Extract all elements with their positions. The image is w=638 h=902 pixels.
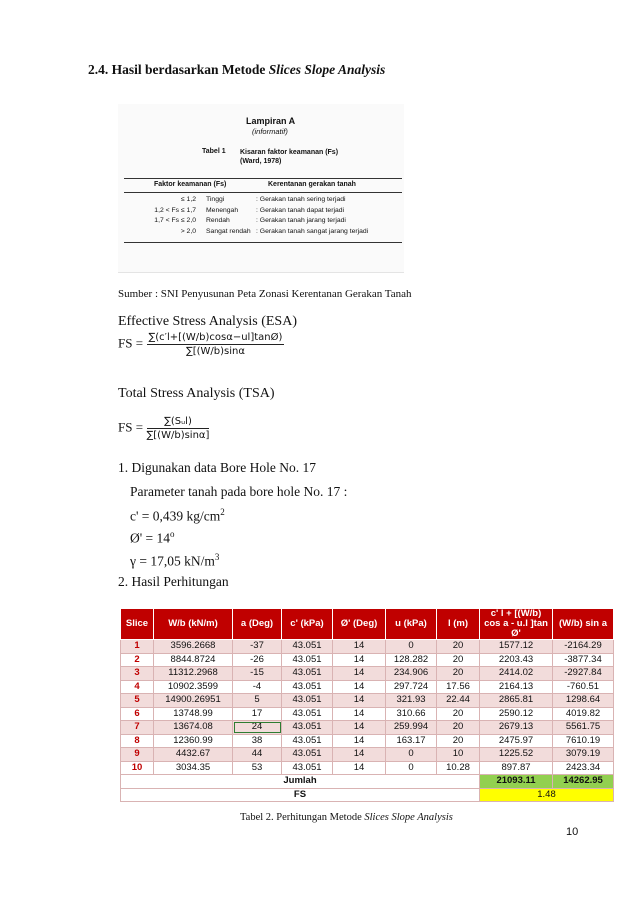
- calc-table-body: [121, 640, 614, 775]
- slice-number: 2: [121, 653, 154, 667]
- table-cell: -37: [233, 640, 282, 654]
- table-cell: 163.17: [386, 734, 437, 748]
- table-cell: 14900.26951: [154, 694, 233, 708]
- jumlah-label: Jumlah: [121, 775, 480, 789]
- table-cell: -15: [233, 667, 282, 681]
- jumlah-row: [121, 775, 614, 789]
- lampiran-caption-label: Tabel 1: [202, 148, 226, 155]
- lampiran-level: Tinggi: [206, 196, 225, 203]
- table-cell: 2164.13: [480, 680, 553, 694]
- table-cell: -3877.34: [553, 653, 614, 667]
- slice-number: 8: [121, 734, 154, 748]
- tsa-numerator: ∑(Sᵤl): [147, 416, 210, 429]
- table-row: [121, 694, 614, 708]
- table-row: [121, 707, 614, 721]
- table-cell: 8844.8724: [154, 653, 233, 667]
- table-cell: 43.051: [282, 680, 333, 694]
- table-cell: 1298.64: [553, 694, 614, 708]
- jumlah-sum-numerator: 21093.11: [480, 775, 553, 789]
- table-cell: 20: [437, 640, 480, 654]
- table-cell: 4019.82: [553, 707, 614, 721]
- table-cell: 2414.02: [480, 667, 553, 681]
- table-cell: 43.051: [282, 640, 333, 654]
- lampiran-level: Sangat rendah: [206, 227, 251, 235]
- param-phi-sup: o: [170, 529, 175, 539]
- table-cell: 14: [333, 667, 386, 681]
- table-row: [121, 721, 614, 735]
- esa-fraction: [147, 332, 285, 357]
- tsa-title: Total Stress Analysis (TSA): [118, 386, 275, 401]
- calc-header-row: [121, 609, 614, 640]
- slice-number: 1: [121, 640, 154, 654]
- table-cell: 20: [437, 721, 480, 735]
- fs-row: [121, 788, 614, 802]
- lampiran-title: Lampiran A: [246, 116, 296, 126]
- table-caption: [240, 812, 453, 823]
- tsa-fs-label: FS =: [118, 419, 144, 435]
- lampiran-desc: : Gerakan tanah dapat terjadi: [256, 206, 345, 214]
- table-cell: 44: [233, 748, 282, 762]
- table-cell: 10: [437, 748, 480, 762]
- list-item-2: 2. Hasil Perhitungan: [118, 574, 229, 589]
- lampiran-figure: [118, 104, 404, 273]
- table-cell: -4: [233, 680, 282, 694]
- jumlah-sum-denominator: 14262.95: [553, 775, 614, 789]
- table-cell: 0: [386, 640, 437, 654]
- esa-fs-label: FS =: [118, 335, 144, 351]
- table-cell: 20: [437, 653, 480, 667]
- table-cell: 20: [437, 667, 480, 681]
- table-cell: 2203.43: [480, 653, 553, 667]
- table-cell: 14: [333, 707, 386, 721]
- tsa-formula: [118, 416, 275, 441]
- table-cell: 297.724: [386, 680, 437, 694]
- table-cell: 17.56: [437, 680, 480, 694]
- section-heading: [88, 62, 385, 78]
- table-cell: 5561.75: [553, 721, 614, 735]
- table-cell: 10902.3599: [154, 680, 233, 694]
- table-cell: 310.66: [386, 707, 437, 721]
- table-cell: 20: [437, 734, 480, 748]
- table-cell: 14: [333, 721, 386, 735]
- table-cell: 7610.19: [553, 734, 614, 748]
- table-cell: 43.051: [282, 748, 333, 762]
- lampiran-fs: ≤ 1,2: [180, 196, 196, 203]
- slice-number: 6: [121, 707, 154, 721]
- table-cell: 14: [333, 640, 386, 654]
- table-cell: 14: [333, 680, 386, 694]
- lampiran-fs: > 2,0: [180, 227, 196, 235]
- table-cell: 14: [333, 653, 386, 667]
- lampiran-caption-line2: (Ward, 1978): [240, 158, 282, 165]
- param-gamma-text: γ = 17,05 kN/m: [130, 553, 215, 569]
- heading-italic: Slices Slope Analysis: [268, 62, 386, 77]
- table-cell: 22.44: [437, 694, 480, 708]
- table-cell: 20: [437, 707, 480, 721]
- lampiran-fs: 1,2 < Fs ≤ 1,7: [154, 206, 196, 214]
- col-u: u (kPa): [386, 609, 437, 640]
- tsa-denominator: ∑[(W/b)sinα]: [146, 430, 210, 441]
- table-cell: 2679.13: [480, 721, 553, 735]
- param-gamma-sup: 3: [214, 552, 220, 562]
- lampiran-subtitle: (informatif): [252, 127, 288, 136]
- table-row: [121, 734, 614, 748]
- table-cell: 43.051: [282, 761, 333, 775]
- table-cell: 43.051: [282, 707, 333, 721]
- slice-number: 5: [121, 694, 154, 708]
- table-cell: 43.051: [282, 734, 333, 748]
- table-cell: 43.051: [282, 694, 333, 708]
- slice-number: 9: [121, 748, 154, 762]
- param-c-text: c' = 0,439 kg/cm: [130, 508, 221, 524]
- lampiran-row: [124, 217, 402, 228]
- slice-number: 3: [121, 667, 154, 681]
- param-c-sup: 2: [220, 507, 225, 517]
- lampiran-col-fs: Faktor keamanan (Fs): [154, 181, 227, 188]
- table-cell: 11312.2968: [154, 667, 233, 681]
- lampiran-fs: 1,7 < Fs ≤ 2,0: [154, 217, 196, 224]
- lampiran-row: [124, 228, 402, 239]
- table-row: [121, 761, 614, 775]
- table-cell: 13674.08: [154, 721, 233, 735]
- table-cell: -760.51: [553, 680, 614, 694]
- col-numerator: c' l + [(W/b) cos a - u.l ]tan Ø': [480, 609, 553, 640]
- table-cell: 13748.99: [154, 707, 233, 721]
- table-row: [121, 667, 614, 681]
- params-title: Parameter tanah pada bore hole No. 17 :: [130, 484, 348, 499]
- table-cell: 5: [233, 694, 282, 708]
- lampiran-level: Rendah: [206, 217, 230, 224]
- calc-table: [120, 608, 614, 802]
- lampiran-desc: : Gerakan tanah sangat jarang terjadi: [256, 227, 369, 235]
- col-slice: Slice: [121, 609, 154, 640]
- table-cell: 12360.99: [154, 734, 233, 748]
- table-cell: -2927.84: [553, 667, 614, 681]
- table-cell: 1225.52: [480, 748, 553, 762]
- table-cell: 17: [233, 707, 282, 721]
- table-cell: 3034.35: [154, 761, 233, 775]
- lampiran-caption: [240, 148, 338, 166]
- lampiran-table-header: [124, 178, 402, 193]
- esa-numerator: ∑(c′l+[(W/b)cosα−ul]tanØ): [148, 332, 283, 343]
- list-item-1: 1. Digunakan data Bore Hole No. 17: [118, 460, 316, 475]
- col-phi: Ø' (Deg): [333, 609, 386, 640]
- lampiran-level: Menengah: [206, 206, 239, 214]
- col-l: l (m): [437, 609, 480, 640]
- table-cell: 321.93: [386, 694, 437, 708]
- table-cell: 128.282: [386, 653, 437, 667]
- table-cell: 43.051: [282, 653, 333, 667]
- source-note: Sumber : SNI Penyusunan Peta Zonasi Kerentanan Gerakan Tanah: [118, 288, 412, 300]
- table-row: [121, 640, 614, 654]
- fs-row-label: FS: [121, 788, 480, 802]
- lampiran-row: [124, 196, 402, 207]
- page-number: 10: [566, 826, 579, 838]
- table-cell: -2164.29: [553, 640, 614, 654]
- table-cell: 2865.81: [480, 694, 553, 708]
- lampiran-caption-line1: Kisaran faktor keamanan (Fs): [240, 149, 339, 156]
- table-cell: 2475.97: [480, 734, 553, 748]
- table-cell: 43.051: [282, 667, 333, 681]
- tsa-block: [118, 386, 275, 441]
- col-denominator: (W/b) sin a: [553, 609, 614, 640]
- col-a: a (Deg): [233, 609, 282, 640]
- esa-title: Effective Stress Analysis (ESA): [118, 314, 297, 329]
- param-phi: [130, 529, 175, 547]
- table-cell: 0: [386, 761, 437, 775]
- table-cell: 3596.2668: [154, 640, 233, 654]
- esa-formula: [118, 332, 297, 357]
- table-cell: 53: [233, 761, 282, 775]
- table-cell: 0: [386, 748, 437, 762]
- col-c: c' (kPa): [282, 609, 333, 640]
- table-cell: 14: [333, 761, 386, 775]
- table-cell: 897.87: [480, 761, 553, 775]
- esa-denominator: ∑[(W/b)sinα: [185, 346, 245, 357]
- tsa-fraction: [147, 416, 210, 441]
- table-cell: 2590.12: [480, 707, 553, 721]
- table-row: [121, 748, 614, 762]
- table-cell: 14: [333, 748, 386, 762]
- table-cell: 259.994: [386, 721, 437, 735]
- table-cell: 4432.67: [154, 748, 233, 762]
- param-phi-text: Ø' = 14: [130, 530, 171, 546]
- esa-block: [118, 314, 297, 357]
- table-cell: 2423.34: [553, 761, 614, 775]
- table-cell: 3079.19: [553, 748, 614, 762]
- lampiran-table-rule: [124, 242, 402, 243]
- col-wb: W/b (kN/m): [154, 609, 233, 640]
- table-row: [121, 680, 614, 694]
- heading-prefix: 2.4. Hasil berdasarkan Metode: [88, 62, 269, 77]
- lampiran-desc: : Gerakan tanah sering terjadi: [256, 196, 346, 203]
- slice-number: 7: [121, 721, 154, 735]
- table-cell: 38: [233, 734, 282, 748]
- table-caption-prefix: Tabel 2. Perhitungan Metode: [240, 812, 365, 823]
- table-cell: 234.906: [386, 667, 437, 681]
- slice-number: 10: [121, 761, 154, 775]
- table-cell: 14: [333, 694, 386, 708]
- table-caption-italic: Slices Slope Analysis: [364, 812, 453, 823]
- fs-value: 1.48: [480, 788, 614, 802]
- table-cell: 14: [333, 734, 386, 748]
- param-gamma: [130, 552, 219, 570]
- lampiran-row: [124, 207, 402, 218]
- table-cell: 1577.12: [480, 640, 553, 654]
- table-cell: -26: [233, 653, 282, 667]
- table-cell: 24: [233, 721, 282, 735]
- table-cell: 10.28: [437, 761, 480, 775]
- table-cell: 43.051: [282, 721, 333, 735]
- slice-number: 4: [121, 680, 154, 694]
- lampiran-table-body: [124, 196, 402, 238]
- param-c: [130, 507, 225, 525]
- lampiran-col-kerentanan: Kerentanan gerakan tanah: [268, 181, 356, 188]
- table-row: [121, 653, 614, 667]
- lampiran-desc: : Gerakan tanah jarang terjadi: [256, 217, 346, 224]
